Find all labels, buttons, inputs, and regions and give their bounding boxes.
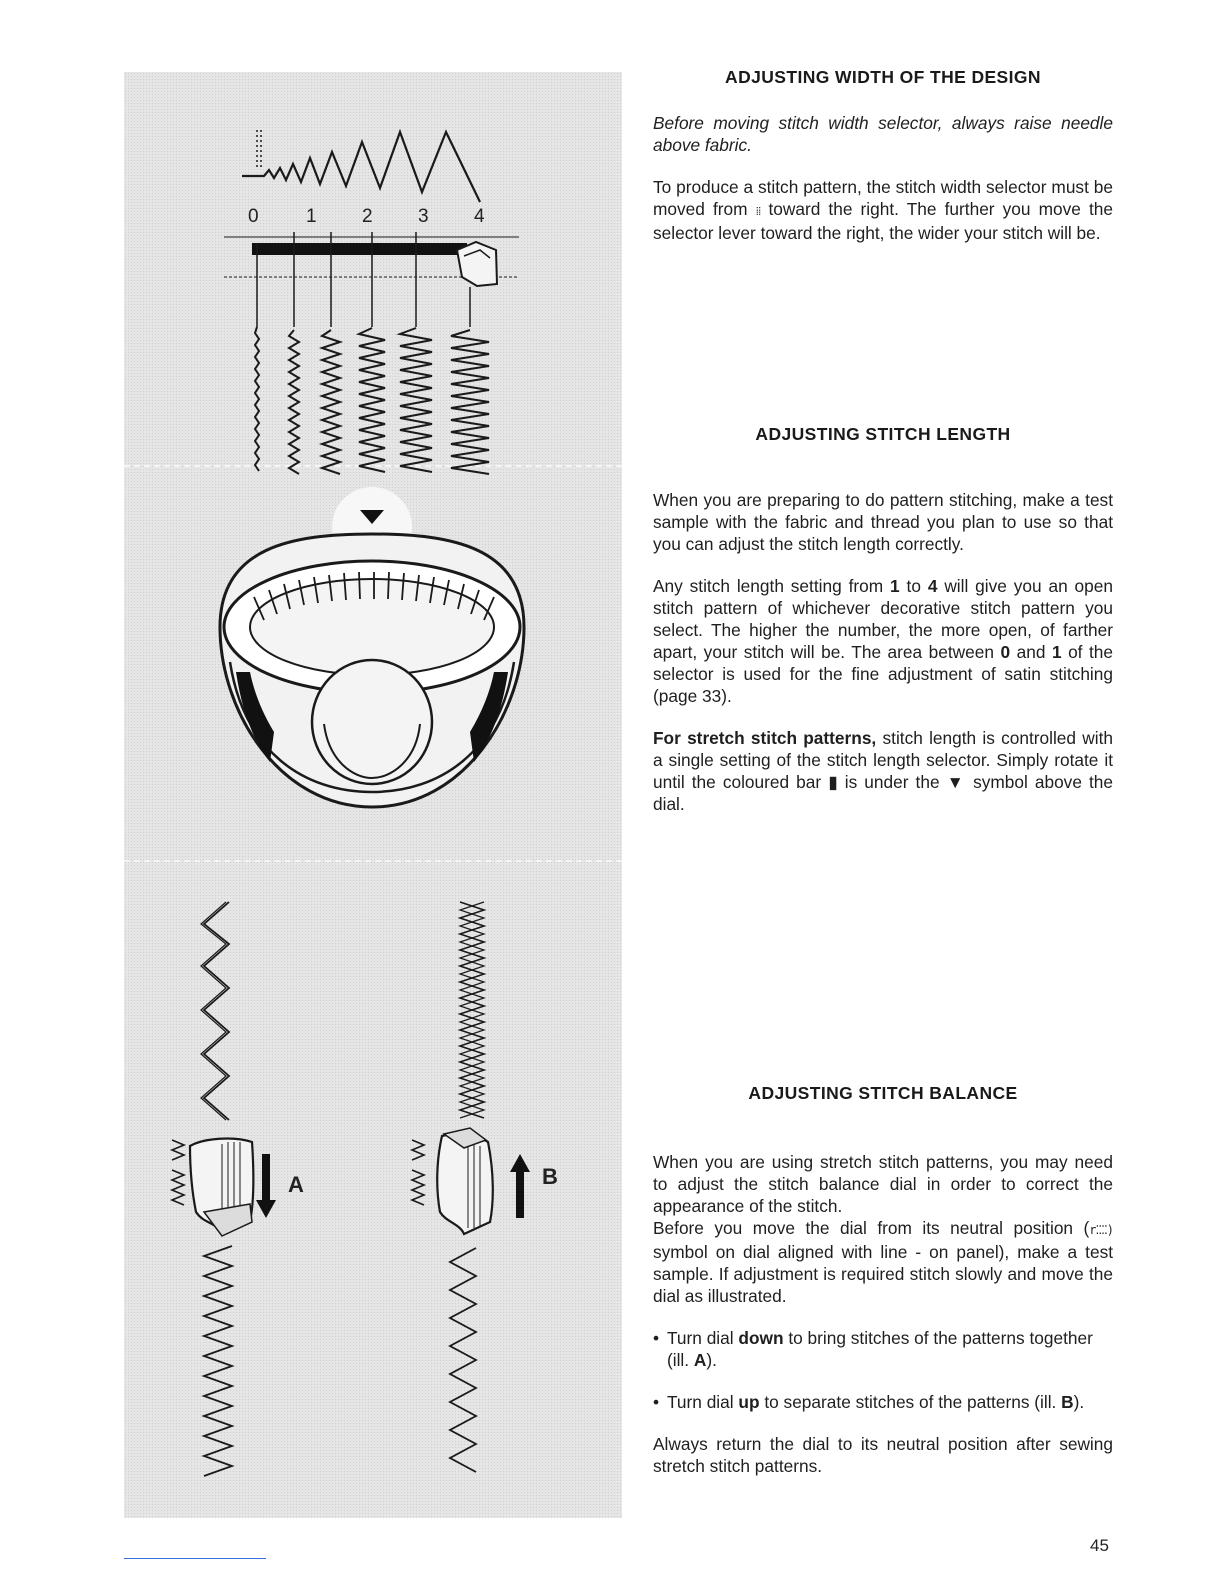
bullet-icon: • [653, 1328, 660, 1348]
balance-a-zigzag-bottom [204, 1246, 232, 1476]
bullet-icon: • [653, 1392, 660, 1412]
balance-bullet-up: • Turn dial up to separate stitches of the patterns (ill. B). [653, 1392, 1085, 1412]
straight-stitch-mark-icon [257, 130, 261, 170]
balance-paragraph-1: When you are using stretch stitch patterns, you may need to adjust the stitch balance dial in order to correct the appearance of the stitch. [653, 1152, 1113, 1216]
width-scale-label-2: 2 [362, 206, 373, 227]
width-scale-label-4: 4 [474, 206, 485, 227]
heading-adjusting-balance: ADJUSTING STITCH BALANCE [748, 1083, 1018, 1103]
balance-paragraph-3: Always return the dial to its neutral position after sewing stretch stitch patterns. [653, 1434, 1113, 1476]
width-paragraph: To produce a stitch pattern, the stitch width selector must be moved from ⁞⁞ toward the right. The further you move the selector lever toward the right, the wider your stitch will be. [653, 177, 1114, 243]
heading-adjusting-length: ADJUSTING STITCH LENGTH [755, 424, 1011, 444]
length-paragraph-2: Any stitch length setting from 1 to 4 will give you an open stitch pattern of whichever decorative stitch pattern you select. The higher the number, the more open, of farther apart, your stitch will be. The area between 0 and 1 of the selector is used for the fine adjustment of satin stitching (page 33). [653, 576, 1113, 706]
width-note: Before moving stitch width selector, always raise needle above fabric. [653, 113, 1113, 155]
length-paragraph-3: For stretch stitch patterns, stitch length is controlled with a single setting of the stitch length selector. Simply rotate it until the coloured bar ▮ is under the ▼ symbol above the dial. [653, 728, 1114, 814]
section-balance-body [653, 1151, 1113, 1477]
stitch-sample-column [255, 327, 489, 474]
illustration-panel [124, 72, 622, 1518]
length-dial-center-cap [312, 660, 432, 784]
width-selector-lever-icon [457, 242, 497, 286]
balance-bullet-down: • Turn dial down to bring stitches of the patterns together (ill. A). [653, 1328, 1093, 1370]
coloured-bar-symbol-icon: ▮ [828, 772, 838, 792]
stitch-balance-figure [172, 902, 530, 1476]
width-scale-label-0: 0 [248, 206, 259, 227]
balance-a-down-arrow-icon [256, 1154, 276, 1218]
callout-a: A [288, 1172, 304, 1197]
balance-b-zigzag-bottom [450, 1248, 476, 1472]
callout-b: B [542, 1164, 558, 1189]
length-paragraph-1: When you are preparing to do pattern stitching, make a test sample with the fabric and thread you plan to use so that you can adjust the stitch length correctly. [653, 490, 1113, 554]
stitch-length-dial-figure [220, 487, 524, 807]
section-length-body [653, 489, 1113, 815]
stitch-width-selector-figure [224, 130, 519, 474]
balance-paragraph-2: Before you move the dial from its neutral position (r⁚⁚⁚⁚) symbol on dial aligned with line - on panel), make a test sample. If adjustment is required stitch slowly and move the dial as illustrated. [653, 1218, 1114, 1306]
neutral-dial-symbol-icon: r⁚⁚⁚⁚) [1089, 1223, 1113, 1237]
width-scale-label-3: 3 [418, 206, 429, 227]
width-selector-track [252, 243, 467, 255]
width-scale-label-1: 1 [306, 206, 317, 227]
footer-rule [124, 1558, 266, 1559]
page-number: 45 [1090, 1536, 1109, 1555]
straight-stitch-symbol-icon: ⁞⁞ [755, 204, 761, 218]
panel-line-symbol-icon: - [915, 1242, 922, 1262]
heading-adjusting-width: ADJUSTING WIDTH OF THE DESIGN [725, 67, 1041, 87]
triangle-symbol-icon: ▼ [946, 772, 966, 792]
section-width-body [653, 112, 1113, 244]
balance-a-zigzag-top [204, 902, 229, 1120]
balance-b-up-arrow-icon [510, 1154, 530, 1218]
widening-zigzag-icon [242, 132, 480, 202]
illustration-art [124, 72, 622, 1518]
